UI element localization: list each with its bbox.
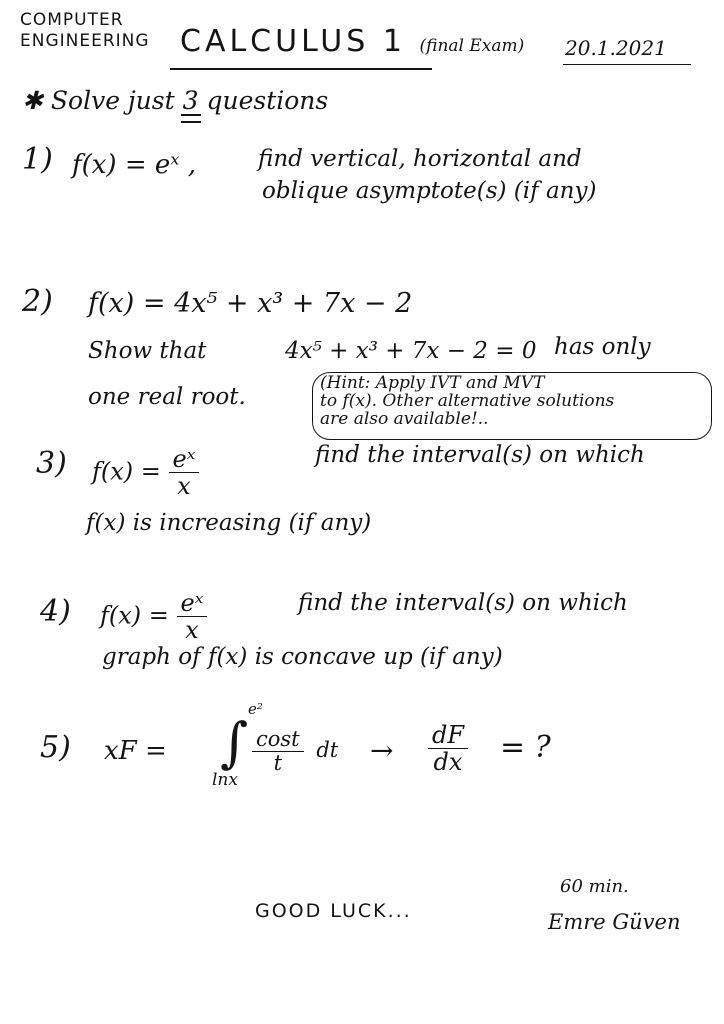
exam-type: (final Exam) bbox=[419, 36, 525, 56]
q3-numerator: eˣ bbox=[169, 446, 200, 473]
instructions-suffix: questions bbox=[206, 86, 329, 115]
q5-integrand bbox=[252, 728, 338, 775]
q5-derivative-denominator: dx bbox=[433, 748, 463, 777]
q4-expression bbox=[100, 590, 207, 644]
q4-numerator: eˣ bbox=[177, 590, 208, 617]
q5-number: 5) bbox=[40, 730, 71, 765]
course-title bbox=[180, 24, 524, 59]
date-underline bbox=[563, 64, 691, 65]
good-luck: GOOD LUCK... bbox=[255, 900, 412, 922]
q2-line3: one real root. bbox=[88, 384, 246, 410]
q3-text: find the interval(s) on which bbox=[315, 442, 645, 468]
q1-text: find vertical, horizontal and bbox=[258, 146, 582, 172]
exam-date: 20.1.2021 bbox=[565, 36, 667, 60]
q2-hint bbox=[320, 374, 710, 428]
q5-ask: = ? bbox=[500, 730, 551, 765]
q5-integrand-numerator: cost bbox=[252, 728, 304, 752]
instructions bbox=[22, 86, 328, 115]
signature: Emre Güven bbox=[548, 910, 681, 934]
q4-text: find the interval(s) on which bbox=[298, 590, 628, 616]
arrow-icon: → bbox=[370, 734, 394, 767]
q3-number: 3) bbox=[36, 446, 67, 481]
instructions-prefix: ✱ Solve just bbox=[22, 86, 175, 115]
q5-derivative bbox=[428, 722, 468, 776]
q4-lhs: f(x) = bbox=[100, 601, 169, 630]
q3-fraction bbox=[169, 446, 200, 500]
q5-derivative-numerator: dF bbox=[428, 722, 468, 749]
q5-integrand-fraction bbox=[252, 728, 304, 775]
q2-line2-suffix: has only bbox=[554, 334, 651, 360]
q5-integrand-denominator: t bbox=[273, 751, 283, 776]
q5-derivative-fraction bbox=[428, 722, 468, 776]
department-label: COMPUTER ENGINEERING bbox=[20, 10, 150, 51]
integral-upper-limit: e² bbox=[248, 700, 263, 718]
q2-hint-line3: are also available!.. bbox=[320, 409, 489, 429]
q2-line2-expr: 4x⁵ + x³ + 7x − 2 = 0 bbox=[285, 338, 537, 364]
q4-number: 4) bbox=[40, 594, 71, 629]
q5-dt: dt bbox=[316, 738, 339, 763]
q3-denominator: x bbox=[177, 472, 191, 501]
q3-text2: f(x) is increasing (if any) bbox=[86, 510, 372, 536]
title-underline bbox=[170, 68, 432, 70]
q4-text2: graph of f(x) is concave up (if any) bbox=[102, 644, 503, 670]
integral-sign: ∫ bbox=[220, 711, 249, 774]
q5-lhs: xF = bbox=[104, 736, 167, 766]
q4-fraction bbox=[177, 590, 208, 644]
q2-line2-prefix: Show that bbox=[88, 338, 207, 364]
q2-number: 2) bbox=[22, 284, 53, 319]
q3-lhs: f(x) = bbox=[92, 457, 161, 486]
q2-hint-line1: (Hint: Apply IVT and MVT bbox=[320, 373, 545, 393]
instructions-count: 3 bbox=[182, 86, 199, 115]
q1-number: 1) bbox=[22, 142, 53, 177]
q1-text2: oblique asymptote(s) (if any) bbox=[262, 178, 597, 204]
q4-denominator: x bbox=[185, 616, 199, 645]
course-name: CALCULUS 1 bbox=[180, 24, 406, 59]
q3-expression bbox=[92, 446, 199, 500]
q2-hint-line2: to f(x). Other alternative solutions bbox=[320, 391, 615, 411]
integral-lower-limit: lnx bbox=[212, 770, 238, 790]
q2-expr: f(x) = 4x⁵ + x³ + 7x − 2 bbox=[88, 288, 413, 319]
exam-duration: 60 min. bbox=[560, 876, 629, 897]
q1-expr: f(x) = eˣ , bbox=[72, 150, 197, 180]
